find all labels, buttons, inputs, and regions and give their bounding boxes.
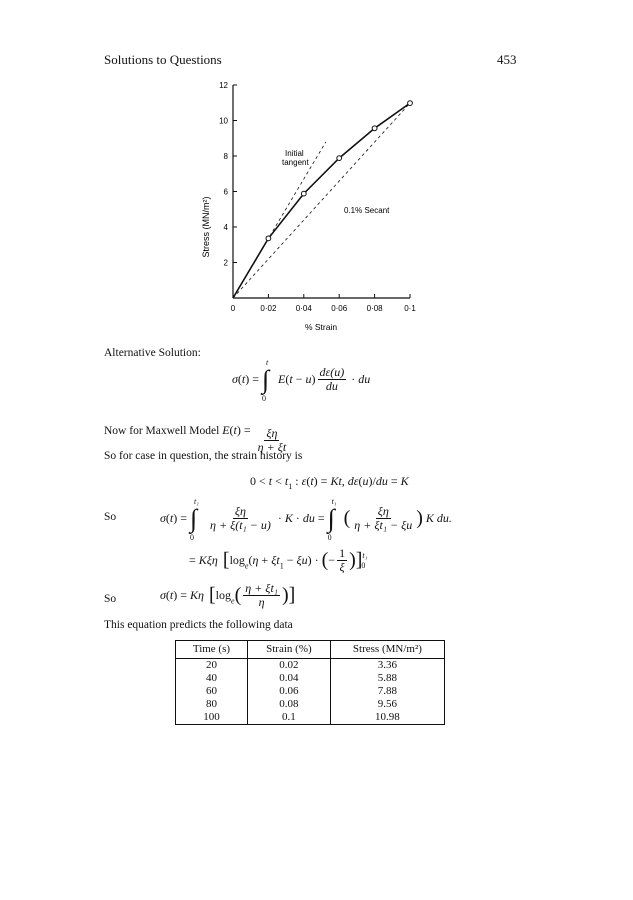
alternative-heading: Alternative Solution: (104, 347, 201, 359)
cell-stress: 3.36 (330, 659, 444, 673)
x-tick-label: 0·02 (260, 304, 277, 313)
annotation-initial: Initial (285, 149, 304, 158)
y-tick-label: 2 (223, 258, 228, 268)
x-tick-label: 0 (230, 304, 236, 313)
data-point (408, 101, 413, 106)
col-header-stress: Stress (MN/m²) (330, 641, 444, 659)
cell-time: 40 (176, 672, 248, 685)
table-row (176, 685, 445, 698)
running-header-title: Solutions to Questions (104, 52, 222, 67)
secant-line (233, 103, 410, 298)
table-header-row (176, 641, 445, 659)
chart-markers (266, 101, 412, 241)
table-row (176, 711, 445, 725)
equation-maxwell-integral: σ(t) = ∫ t₁ 0 $\frac{\xi\eta}{\text{η + ξ(t₁ − u)}}$ · K · du = ∫ t₁ 0 ( $\frac{\xi\eta}{\text{η + ξt₁ − ξu}}$ ) K du. (160, 496, 452, 542)
x-tick-label: 0·04 (295, 304, 312, 313)
chart-ticks (219, 81, 416, 313)
page-number: 453 (497, 52, 517, 67)
y-tick-label: 4 (223, 223, 228, 232)
stress-strain-chart (196, 76, 436, 341)
predicts-text: This equation predicts the following data (104, 619, 293, 631)
so-label-2: So (104, 593, 117, 605)
x-tick-label: 0·08 (366, 304, 383, 313)
table-row (176, 659, 445, 673)
table-row (176, 672, 445, 685)
cell-time: 80 (176, 698, 248, 711)
cell-strain: 0.02 (247, 659, 330, 673)
cell-time: 100 (176, 711, 248, 725)
annotation-tangent: tangent (282, 158, 309, 167)
cell-stress: 5.88 (330, 672, 444, 685)
cell-strain: 0.04 (247, 672, 330, 685)
data-point (301, 191, 306, 196)
data-point (337, 156, 342, 161)
x-tick-label: 0·06 (331, 304, 348, 313)
equation-strain-history: $0 < t < t_1$ : ε(t) = Kt, dε(u)/du = K (250, 474, 409, 492)
cell-strain: 0.08 (247, 698, 330, 711)
cell-stress: 9.56 (330, 698, 444, 711)
data-table (175, 640, 445, 725)
col-header-strain: Strain (%) (247, 641, 330, 659)
y-tick-label: 8 (223, 152, 228, 161)
cell-time: 60 (176, 685, 248, 698)
cell-strain: 0.1 (247, 711, 330, 725)
strain-history-text: So for case in question, the strain history is (104, 450, 303, 462)
equation-final: σ(t) = Kη [$\log_e$( $\frac{\text{η + ξt₁}}{\eta}$ )] (160, 581, 296, 609)
y-axis-label: Stress (MN/m²) (201, 196, 211, 258)
cell-time: 20 (176, 659, 248, 673)
col-header-time: Time (s) (176, 641, 248, 659)
maxwell-text: Now for Maxwell Model (104, 425, 220, 437)
cell-stress: 10.98 (330, 711, 444, 725)
y-tick-label: 12 (219, 81, 228, 90)
table-row (176, 698, 445, 711)
data-point (372, 126, 377, 131)
equation-convolution: σ(t) = ∫ t 0 E(t − u) $\frac{d\varepsilon(u)}{du}$ · du (232, 357, 371, 403)
chart-axes (233, 85, 410, 298)
cell-stress: 7.88 (330, 685, 444, 698)
data-point (266, 236, 271, 241)
x-tick-label: 0·1 (404, 304, 416, 313)
so-label-1: So (104, 511, 117, 523)
cell-strain: 0.06 (247, 685, 330, 698)
chart-lines (233, 103, 410, 298)
maxwell-model-line: Now for Maxwell Model E(t) = $\frac{\xi\eta}{\eta + \xi t}$ (104, 423, 287, 454)
x-axis-label: % Strain (304, 322, 338, 332)
annotation-secant: 0.1% Secant (344, 206, 390, 215)
y-tick-label: 6 (223, 187, 228, 197)
y-tick-label: 10 (219, 116, 228, 126)
equation-log-step: = Kξη [$\log_e(\eta + \xi t_1 - \xi u)$ · (− $\frac{1}{\xi}$ )]$^{t_1}_0$ (189, 546, 368, 574)
